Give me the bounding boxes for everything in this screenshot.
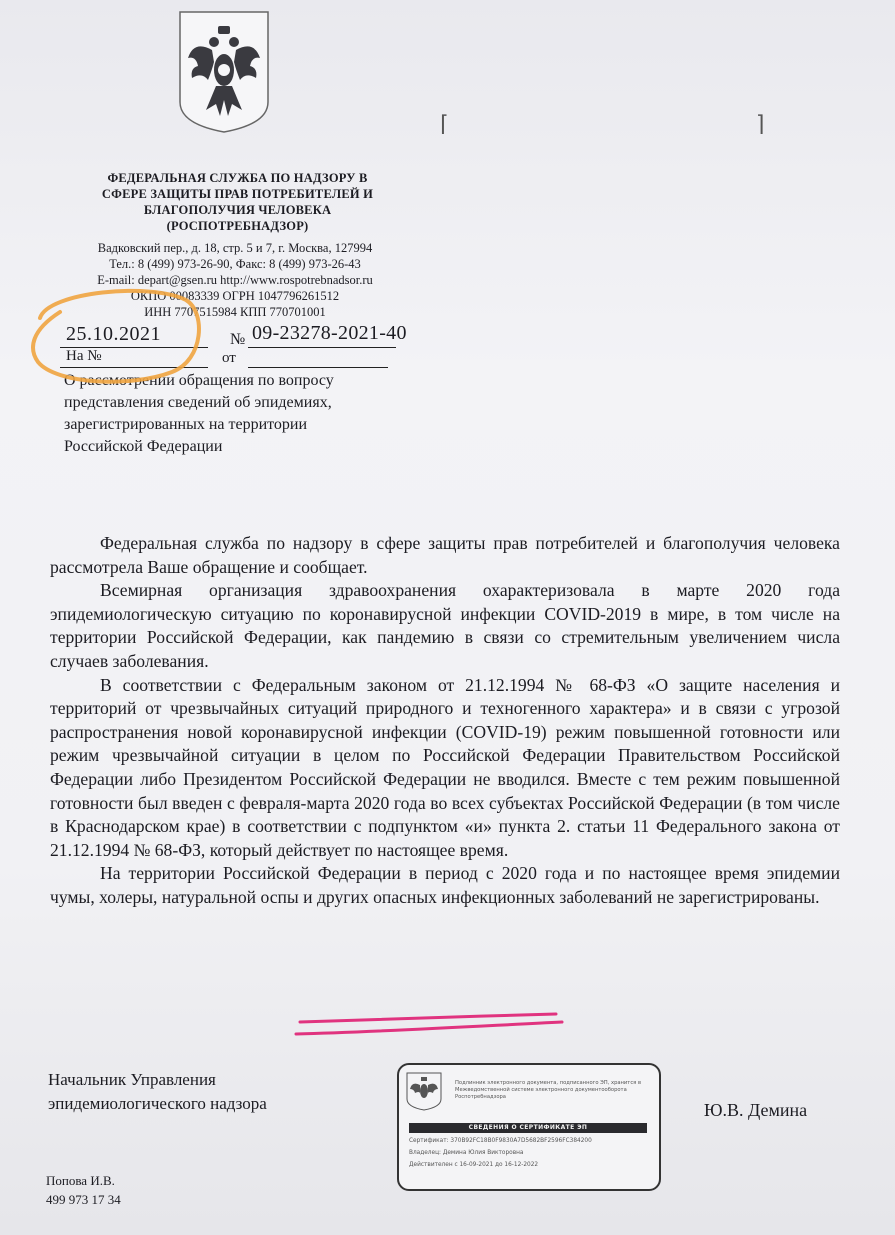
address-corner-right: ⌉ — [756, 112, 765, 137]
org-phone-fax: Тел.: 8 (499) 973-26-90, Факс: 8 (499) 973-26-43 — [109, 257, 361, 271]
org-line-3: БЛАГОПОЛУЧИЯ ЧЕЛОВЕКА — [143, 203, 332, 217]
highlight-underline-upper — [300, 1014, 556, 1022]
body-paragraph-4: На территории Российской Федерации в период с 2020 года и по настоящее время эпидемии чумы, холеры, натуральной оспы и других опасных инфекционных заболеваний не зарегистрированы. — [50, 863, 840, 907]
stamp-certificate: Сертификат: 370B92FC18B0F9830A7D5682BF2596FC384200 — [409, 1138, 592, 1144]
executor-name: Попова И.В. — [46, 1173, 115, 1188]
stamp-owner: Владелец: Демина Юлия Викторовна — [409, 1150, 524, 1156]
org-okpo-ogrn: ОКПО 00083339 ОГРН 1047796261512 — [130, 289, 340, 303]
signatory-title-line-2: эпидемиологического надзора — [48, 1094, 267, 1113]
subject-line-3: зарегистрированных на территории — [64, 416, 308, 433]
document-number: 09-23278-2021-40 — [252, 322, 407, 344]
document-date: 25.10.2021 — [66, 323, 161, 345]
signatory-name: Ю.В. Демина — [704, 1100, 808, 1120]
subject-line-2: представления сведений об эпидемиях, — [64, 394, 332, 411]
stamp-note: Подлинник электронного документа, подписанного ЭП, хранится в Межведомственной системе электронного документооборота Роспотребнадзора — [455, 1080, 642, 1100]
body-paragraph-2: Всемирная организация здравоохранения охарактеризовала в марте 2020 года эпидемиологическую ситуацию по коронавирусной инфекции COVID-2019 в мире, в том числе на территории Российской Федерации, как пандемию в связи со стремительным увеличением числа случаев заболевания. — [50, 580, 840, 671]
subject-line-4: Российской Федерации — [64, 438, 223, 455]
body-paragraph-1: Федеральная служба по надзору в сфере защиты прав потребителей и благополучия человека рассмотрела Ваше обращение и сообщает. — [50, 533, 840, 577]
org-address: Вадковский пер., д. 18, стр. 5 и 7, г. Москва, 127994 — [97, 241, 373, 255]
address-corner-left: ⌈ — [440, 112, 449, 137]
executor-phone: 499 973 17 34 — [46, 1192, 121, 1207]
org-line-1: ФЕДЕРАЛЬНАЯ СЛУЖБА ПО НАДЗОРУ В — [107, 171, 368, 185]
subject-line-1: О рассмотрении обращения по вопросу — [64, 372, 334, 389]
org-email-web: E-mail: depart@gsen.ru http://www.rospotrebnadsor.ru — [97, 273, 373, 287]
org-line-2: СФЕРЕ ЗАЩИТЫ ПРАВ ПОТРЕБИТЕЛЕЙ И — [101, 187, 374, 201]
reference-label: На № — [66, 348, 102, 364]
stamp-validity: Действителен с 16-09-2021 до 16-12-2022 — [409, 1162, 539, 1168]
signatory-title-line-1: Начальник Управления — [48, 1070, 216, 1089]
stamp-header: СВЕДЕНИЯ О СЕРТИФИКАТЕ ЭП — [409, 1123, 647, 1133]
org-line-4: (РОСПОТРЕБНАДЗОР) — [166, 219, 309, 233]
body-paragraph-3: В соответствии с Федеральным законом от 21.12.1994 № 68-ФЗ «О защите населения и территорий от чрезвычайных ситуаций природного и техногенного характера» и в связи с угрозой распространения новой коронавирусной инфекции (COVID-19) режим повышенной готовности или режим чрезвычайной ситуации в целом по Российской Федерации Правительством Российской Федерации либо Президентом Российской Федерации не вводился. Вместе с тем режим повышенной готовности был введен с февраля-марта 2020 года во всех субъектах Российской Федерации (в том числе в Краснодарском крае) в соответствии с подпунктом «и» пункта 2. статьи 11 Федерального закона от 21.12.1994 № 68-ФЗ, который действует по настоящее время. — [50, 674, 840, 860]
number-sign: № — [230, 331, 246, 348]
date-highlight-circle — [33, 291, 199, 382]
from-label: от — [222, 350, 236, 366]
highlight-underline-lower — [296, 1022, 562, 1034]
org-inn-kpp: ИНН 7707515984 КПП 770701001 — [144, 305, 326, 319]
